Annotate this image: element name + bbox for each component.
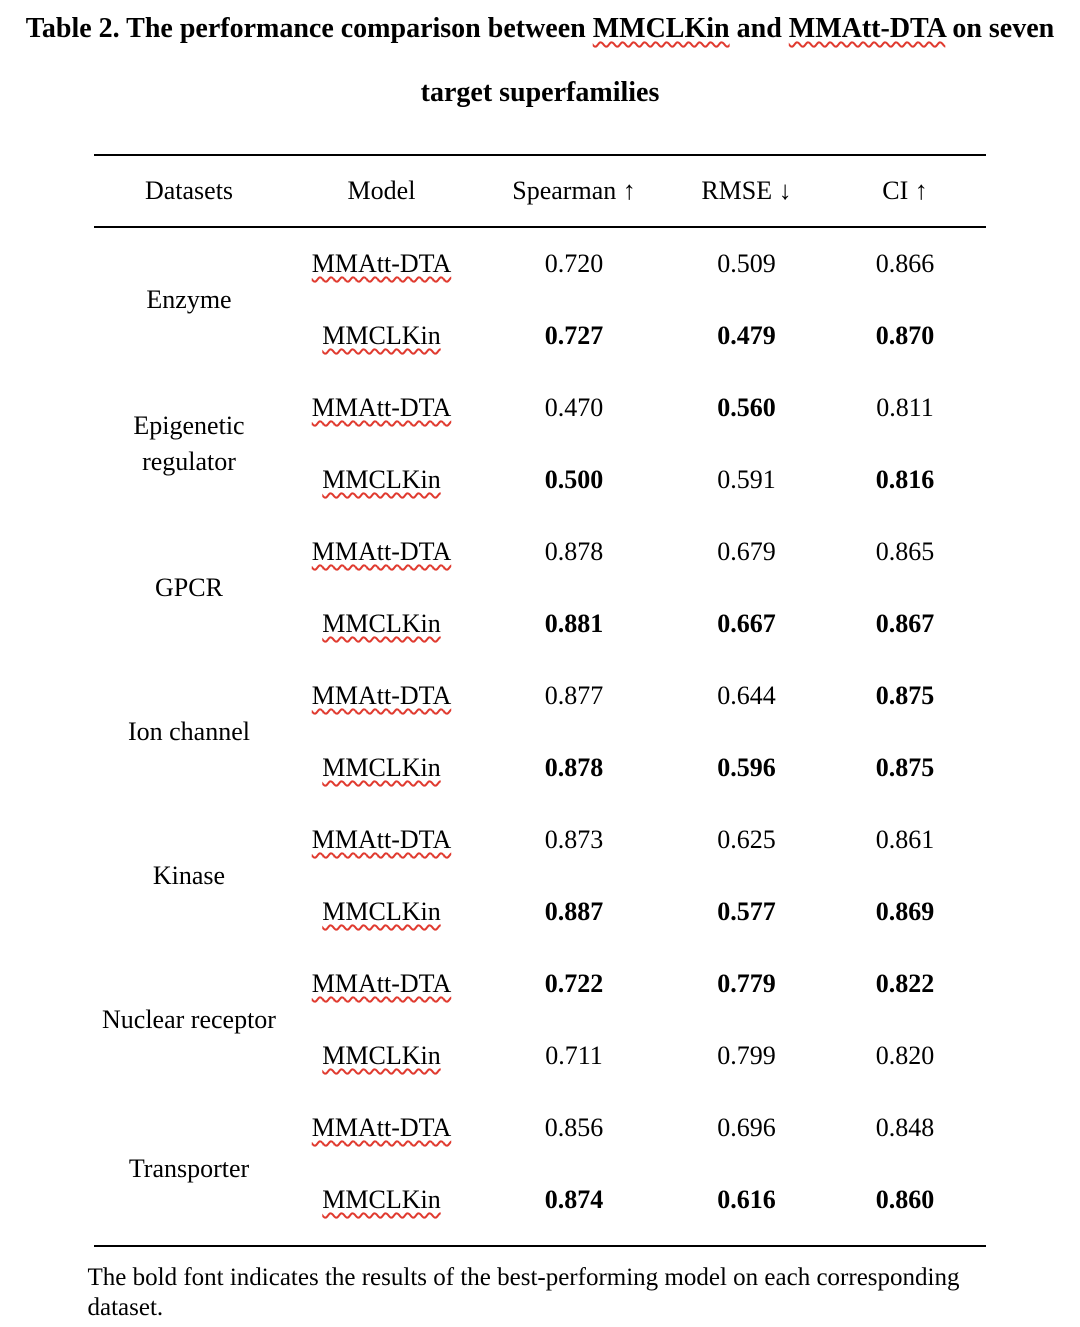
model-name: MMCLKin — [322, 1185, 441, 1214]
model-cell — [284, 732, 479, 804]
rmse-value: 0.616 — [717, 1185, 776, 1214]
ci-value: 0.870 — [875, 321, 935, 350]
model-cell — [284, 516, 479, 588]
spearman-value: 0.722 — [544, 969, 604, 998]
rmse-value: 0.625 — [717, 825, 776, 854]
table-row — [94, 948, 986, 1020]
ci-value: 0.875 — [875, 681, 935, 710]
caption-prefix: Table 2. The performance comparison between — [25, 13, 593, 44]
model-name: MMCLKin — [322, 753, 441, 782]
dataset-cell: Epigenetic regulator — [133, 411, 245, 476]
model-cell — [284, 1020, 479, 1092]
rmse-value: 0.799 — [717, 1041, 776, 1070]
table-row — [94, 227, 986, 300]
spearman-value: 0.711 — [545, 1041, 603, 1070]
dataset-cell: Transporter — [128, 1153, 250, 1183]
rmse-value: 0.696 — [717, 1113, 776, 1142]
table-body — [94, 227, 986, 1246]
column-header-spearman: Spearman ↑ — [512, 176, 636, 205]
model-name: MMAtt-DTA — [311, 681, 452, 710]
model-cell — [284, 372, 479, 444]
column-header-rmse: RMSE ↓ — [701, 176, 792, 205]
rmse-value: 0.509 — [717, 249, 776, 278]
table-footnote: The bold font indicates the results of the best-performing model on each corresponding dataset. — [87, 1264, 960, 1321]
model-name: MMCLKin — [322, 321, 441, 350]
rmse-value: 0.596 — [717, 753, 776, 782]
spearman-value: 0.727 — [544, 321, 604, 350]
dataset-cell: Nuclear receptor — [102, 1005, 276, 1034]
model-cell — [284, 588, 479, 660]
ci-value: 0.869 — [875, 897, 935, 926]
caption-and: and — [729, 13, 789, 44]
spearman-value: 0.500 — [544, 465, 604, 494]
model-name: MMCLKin — [322, 609, 441, 638]
rmse-value: 0.479 — [717, 321, 776, 350]
model-cell — [284, 948, 479, 1020]
model-name: MMAtt-DTA — [311, 393, 452, 422]
model-cell — [284, 876, 479, 948]
table-row — [94, 516, 986, 588]
dataset-cell: Ion channel — [127, 717, 250, 746]
model-cell — [284, 444, 479, 516]
model-name: MMAtt-DTA — [311, 825, 452, 854]
model-name: MMAtt-DTA — [311, 1113, 452, 1142]
spearman-value: 0.470 — [544, 393, 604, 422]
ci-value: 0.848 — [875, 1113, 935, 1142]
table-caption-line1 — [4, 12, 1076, 46]
model-name: MMAtt-DTA — [311, 969, 452, 998]
ci-value: 0.811 — [876, 393, 934, 422]
ci-value: 0.860 — [875, 1185, 935, 1214]
table-row — [94, 1092, 986, 1164]
ci-value: 0.822 — [875, 969, 935, 998]
model-cell — [284, 227, 479, 300]
ci-value: 0.816 — [875, 465, 935, 494]
spearman-value: 0.878 — [544, 753, 604, 782]
spearman-value: 0.878 — [544, 537, 604, 566]
model-name-mmclkin: MMCLKin — [592, 13, 730, 44]
ci-value: 0.867 — [875, 609, 935, 638]
spearman-value: 0.874 — [544, 1185, 604, 1214]
column-header-datasets: Datasets — [144, 176, 234, 205]
rmse-value: 0.577 — [717, 897, 776, 926]
spearman-value: 0.873 — [544, 825, 604, 854]
spearman-value: 0.881 — [544, 609, 604, 638]
rmse-value: 0.679 — [717, 537, 776, 566]
model-name: MMCLKin — [322, 465, 441, 494]
header-row — [94, 155, 986, 227]
model-cell — [284, 1164, 479, 1246]
performance-table — [94, 154, 986, 1247]
table-row — [94, 660, 986, 732]
rmse-value: 0.667 — [717, 609, 776, 638]
model-cell — [284, 1092, 479, 1164]
model-cell — [284, 660, 479, 732]
dataset-cell: GPCR — [155, 573, 223, 602]
model-cell — [284, 300, 479, 372]
dataset-cell: Kinase — [152, 861, 226, 890]
spearman-value: 0.720 — [544, 249, 604, 278]
rmse-value: 0.779 — [717, 969, 776, 998]
ci-value: 0.875 — [875, 753, 935, 782]
ci-value: 0.865 — [875, 537, 935, 566]
model-name: MMAtt-DTA — [311, 249, 452, 278]
rmse-value: 0.591 — [717, 465, 776, 494]
ci-value: 0.866 — [875, 249, 935, 278]
spearman-value: 0.877 — [544, 681, 604, 710]
model-name: MMCLKin — [322, 897, 441, 926]
model-name: MMCLKin — [322, 1041, 441, 1070]
model-name-mmatt-dta: MMAtt-DTA — [788, 13, 946, 44]
spearman-value: 0.856 — [544, 1113, 604, 1142]
table-row — [94, 804, 986, 876]
model-cell — [284, 804, 479, 876]
caption-suffix: on seven — [945, 13, 1055, 44]
ci-value: 0.861 — [875, 825, 935, 854]
spearman-value: 0.887 — [544, 897, 604, 926]
column-header-ci: CI ↑ — [882, 176, 928, 205]
table-caption-line2: target superfamilies — [420, 77, 660, 108]
table-row — [94, 372, 986, 444]
column-header-model: Model — [347, 176, 416, 205]
dataset-cell: Enzyme — [146, 285, 232, 314]
ci-value: 0.820 — [875, 1041, 935, 1070]
rmse-value: 0.560 — [717, 393, 776, 422]
rmse-value: 0.644 — [717, 681, 776, 710]
model-name: MMAtt-DTA — [311, 537, 452, 566]
